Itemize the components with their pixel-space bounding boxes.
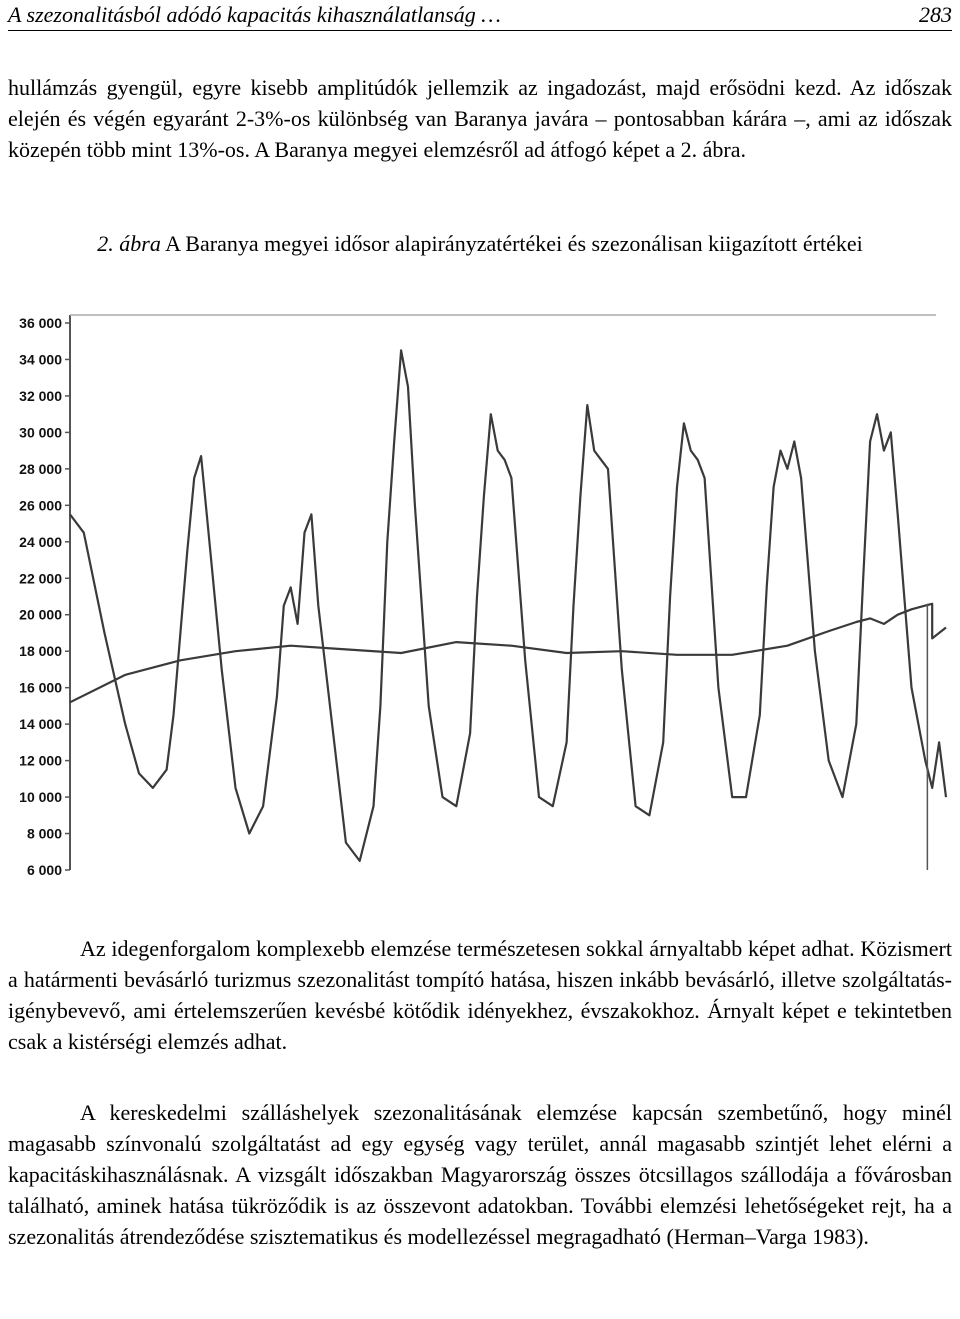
paragraph-intro: hullámzás gyengül, egyre kisebb amplitúdók jellemzik az ingadozást, majd erősödni kezd. Az időszak elején és végén egyaránt 2-3%-os különbség van Baranya javára – pontosabban kárára –, ami az időszak közepén több mint 13%-os. A Baranya megyei elemzésről ad átfogó képet a 2. ábra. — [8, 75, 952, 162]
y-tick-label: 30 000 — [19, 424, 62, 441]
figure-label: 2. ábra — [97, 231, 161, 256]
y-tick-label: 16 000 — [19, 679, 62, 696]
series-layer — [70, 350, 946, 870]
running-title: A szezonalitásból adódó kapacitás kihasználatlanság … — [8, 2, 501, 27]
page-number: 283 — [919, 2, 952, 27]
figure-caption — [60, 228, 900, 260]
y-tick-label: 12 000 — [19, 752, 62, 769]
running-head — [8, 2, 952, 31]
paragraph-tourism: Az idegenforgalom komplexebb elemzése természetesen sokkal árnyaltabb képet adhat. Közismert a határmenti bevásárló turizmus szezonalitást tompító hatása, hiszen inkább bevásárló, illetve szolgáltatás-igénybevevő, ami értelemszerűen kevésbé kötődik idényekhez, évszakokhoz. Árnyalt képet e tekintetben csak a kistérségi elemzés adhat. — [8, 936, 952, 1054]
y-tick-label: 34 000 — [19, 351, 62, 368]
trend-chart — [0, 305, 960, 880]
y-tick-label: 8 000 — [26, 825, 62, 842]
y-tick-label: 24 000 — [19, 533, 62, 550]
y-tick-label: 36 000 — [19, 315, 62, 331]
y-tick-label: 22 000 — [19, 570, 62, 587]
y-tick-label: 28 000 — [19, 460, 62, 477]
series-line-seasonal — [70, 350, 946, 861]
y-tick-label: 10 000 — [19, 789, 62, 806]
paragraph-accommodation: A kereskedelmi szálláshelyek szezonalitásának elemzése kapcsán szembetűnő, hogy minél magasabb színvonalú szolgáltatást ad egy egység vagy terület, annál magasabb szintjét lehet elérni a kapacitáskihasználásnak. A vizsgált időszakban Magyarország összes ötcsillagos szállodája a fővárosban található, aminek hatása tükröződik is az összevont adatokban. További elemzési lehetőségeket rejt, ha a szezonalitás átrendeződése szisztematikus és modellezéssel megragadható (Herman–Varga 1983). — [8, 1100, 952, 1249]
y-tick-label: 26 000 — [19, 497, 62, 514]
y-axis — [19, 315, 70, 878]
y-tick-label: 14 000 — [19, 716, 62, 733]
y-tick-label: 32 000 — [19, 387, 62, 404]
figure-caption-text: A Baranya megyei idősor alapirányzatértékei és szezonálisan kiigazított értékei — [165, 231, 863, 256]
y-tick-label: 20 000 — [19, 606, 62, 623]
y-tick-label: 6 000 — [26, 862, 62, 878]
y-tick-label: 18 000 — [19, 643, 62, 660]
chart-frame — [70, 315, 936, 870]
